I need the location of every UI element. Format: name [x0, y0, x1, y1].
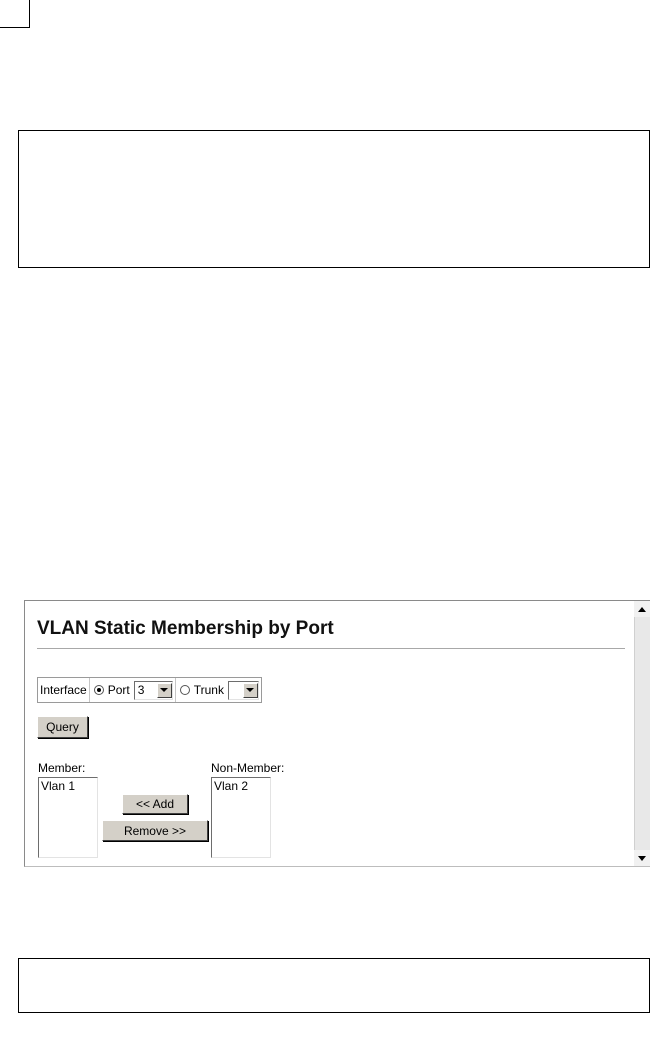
member-list-item[interactable]: Vlan 1	[41, 779, 76, 793]
add-button[interactable]: << Add	[122, 794, 188, 814]
interface-label: Interface	[38, 678, 90, 702]
page-content	[25, 601, 634, 866]
non-member-listbox[interactable]	[211, 777, 271, 858]
top-frame-box	[18, 130, 650, 268]
port-radio-label: Port	[107, 683, 130, 697]
chevron-down-icon[interactable]	[243, 683, 258, 698]
bottom-frame-box	[18, 958, 650, 1013]
scroll-down-arrow-icon[interactable]	[634, 850, 650, 866]
scroll-track[interactable]	[634, 617, 650, 850]
title-divider	[37, 648, 625, 649]
remove-button[interactable]: Remove >>	[102, 820, 208, 841]
vlan-membership-window	[24, 600, 650, 867]
trunk-radio[interactable]	[180, 685, 190, 695]
non-member-list-item[interactable]: Vlan 2	[214, 779, 249, 793]
query-button[interactable]: Query	[37, 716, 88, 738]
port-select-value: 3	[137, 683, 145, 697]
page-title: VLAN Static Membership by Port	[37, 618, 334, 639]
port-option	[90, 678, 176, 702]
vertical-scrollbar[interactable]	[634, 601, 650, 866]
trunk-option	[176, 678, 261, 702]
member-label: Member:	[38, 761, 86, 775]
non-member-label: Non-Member:	[211, 761, 285, 775]
page-corner-mark	[0, 0, 30, 28]
trunk-radio-label: Trunk	[193, 683, 224, 697]
chevron-down-icon[interactable]	[157, 683, 172, 698]
scroll-up-arrow-icon[interactable]	[634, 601, 650, 617]
port-radio[interactable]	[94, 685, 104, 695]
member-listbox[interactable]	[38, 777, 98, 858]
interface-selector	[37, 677, 262, 703]
port-select[interactable]	[134, 681, 173, 700]
trunk-select[interactable]	[228, 681, 259, 700]
